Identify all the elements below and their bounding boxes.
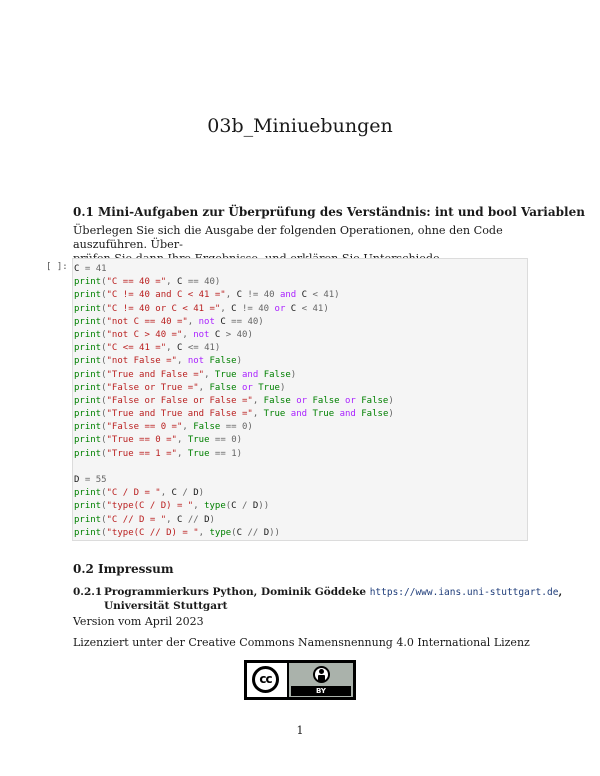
code-line: print("not C > 40 =", not C > 40)	[74, 329, 253, 340]
attribution-person-icon	[313, 666, 330, 683]
code-line: print("True == 0 =", True == 0)	[74, 435, 243, 446]
code-line: print("not C == 40 =", not C == 40)	[74, 316, 264, 327]
subsection-comma: ,	[558, 586, 563, 598]
code-line: print("C != 40 and C < 41 =", C != 40 and C < 41)	[74, 290, 340, 301]
document-title: 03b_Miniuebungen	[207, 115, 393, 137]
by-label: BY	[291, 686, 351, 696]
code-line: D = 55	[74, 475, 107, 485]
code-line: print("type(C // D) = ", type(C // D))	[74, 527, 280, 538]
cc-by-badge[interactable]	[244, 660, 356, 700]
subsection-university: Universität Stuttgart	[104, 600, 228, 612]
code-line: print("C != 40 or C < 41 =", C != 40 or C < 41)	[74, 303, 329, 314]
code-line: print("C / D = ", C / D)	[74, 488, 205, 499]
code-line: print("C <= 41 =", C <= 41)	[74, 343, 221, 354]
section-title: Mini-Aufgaben zur Überprüfung des Verständnis: int und bool Variablen	[98, 205, 585, 219]
code-line: print("False or True =", False or True)	[74, 382, 286, 393]
section-heading-2	[73, 562, 174, 576]
section-number: 0.1	[73, 205, 94, 219]
cc-icon: cc	[252, 666, 279, 693]
code-line: print("True and False =", True and False)	[74, 369, 297, 380]
page-number: 1	[296, 724, 304, 737]
code-line: print("True and True and False =", True and True and False)	[74, 409, 394, 420]
code-line: print("C == 40 =", C == 40)	[74, 277, 221, 288]
code-line: C = 41	[74, 264, 107, 274]
code-line: print("False or False or False =", False or False or False)	[74, 395, 394, 406]
cc-logo-area	[247, 663, 287, 697]
code-line: print("False == 0 =", False == 0)	[74, 422, 253, 433]
by-area	[289, 663, 353, 697]
subsection-heading	[73, 585, 563, 612]
code-block	[74, 263, 394, 540]
code-line: print("C // D = ", C // D)	[74, 514, 215, 525]
version-text: Version vom April 2023	[73, 615, 204, 628]
subsection-author: Programmierkurs Python, Dominik Göddeke	[104, 586, 367, 598]
section-title: Impressum	[98, 562, 174, 576]
subsection-number: 0.2.1	[73, 586, 103, 598]
code-line: print("type(C / D) = ", type(C / D))	[74, 501, 270, 512]
license-text: Lizenziert unter der Creative Commons Namensnennung 4.0 International Lizenz	[73, 636, 530, 649]
section-number: 0.2	[73, 562, 94, 576]
code-line	[74, 461, 394, 474]
cell-prompt: [ ]:	[46, 262, 68, 272]
section-heading-1	[73, 205, 585, 219]
paragraph-line: Überlegen Sie sich die Ausgabe der folgenden Operationen, ohne den Code auszuführen. Über-	[73, 224, 503, 251]
code-line: print("True == 1 =", True == 1)	[74, 448, 243, 459]
institute-link[interactable]: https://www.ians.uni-stuttgart.de	[369, 587, 559, 598]
code-line: print("not False =", not False)	[74, 356, 243, 367]
